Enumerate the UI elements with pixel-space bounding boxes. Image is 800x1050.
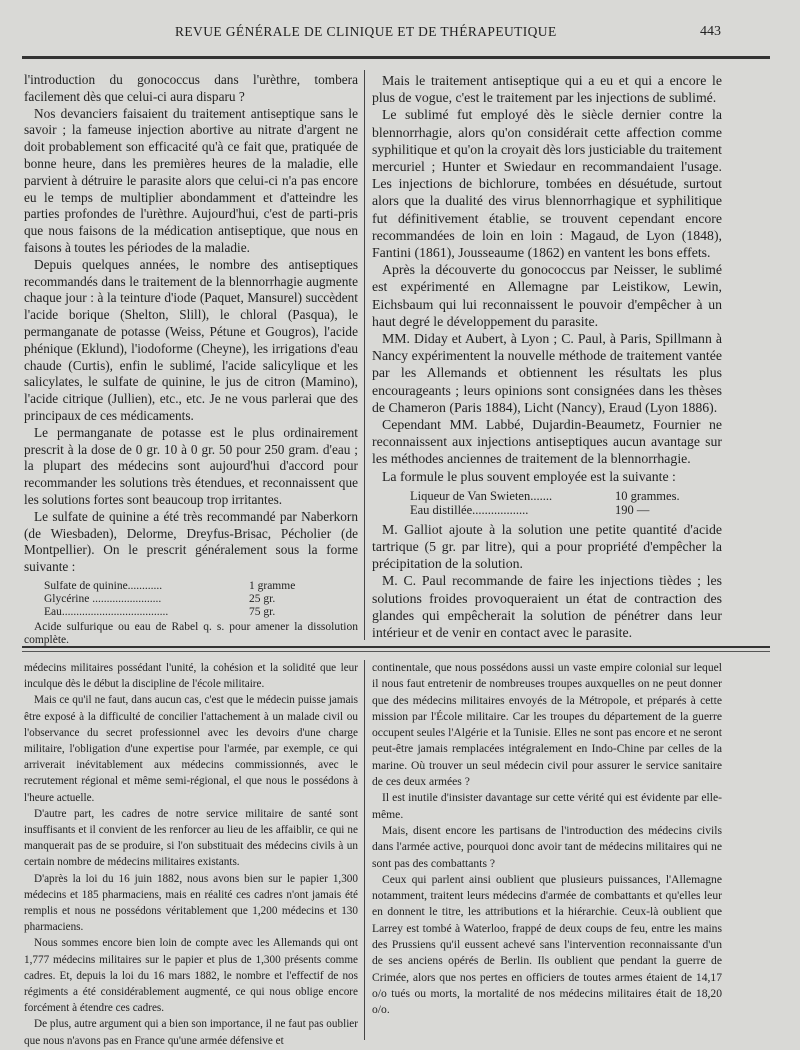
paragraph: Depuis quelques années, le nombre des antiseptiques recommandés dans le traitement de la blennorrhagie augmente chaque jour : à la teinture d'iode (Paquet, Mansurel) succèdent l'acide borique (Shelton, Slill), le chloral (Pasqua), le permanganate de potasse (Weiss, Pétune et Gougros), l'acide phénique (Eklund), l'iodoforme (Cheyne), les irrigations d'eau chaude (Curtis), enfin le sublimé, l'acide salicylique et les salicylates, le sulfate de quinine, le jus de citron (Mamino), l'acide citrique (Jullien), etc., etc. Je ne vous parlerai que des principaux de ces médicaments. xyxy=(24,256,358,423)
running-title: REVUE GÉNÉRALE DE CLINIQUE ET DE THÉRAPEUTIQUE xyxy=(175,24,557,39)
formula-row xyxy=(410,503,722,517)
top-right-column xyxy=(372,72,722,642)
formula-row xyxy=(410,489,722,503)
formula-dose: 10 grammes. xyxy=(615,488,680,503)
paragraph: l'introduction du gonococcus dans l'urèthre, tombera facilement dès que celui-ci aura disparu ? xyxy=(24,72,358,104)
paragraph: Il est inutile d'insister davantage sur cette vérité qui est évidente par elle-même. xyxy=(372,791,722,821)
paragraph: De plus, autre argument qui a bien son importance, il ne faut pas oublier que nous n'avons pas en France qu'une armée défensive et xyxy=(24,1018,358,1047)
paragraph: D'après la loi du 16 juin 1882, nous avons bien sur le papier 1,300 médecins et 185 pharmaciens, mais en réalité ces cadres n'ont jamais été remplis et nous ne possédons véritablement que 1,200 médecins et 130 pharmaciens. xyxy=(24,872,358,934)
formula-ingredient: Liqueur de Van Swieten....... xyxy=(410,488,553,503)
formula-row xyxy=(44,593,358,606)
formula-row xyxy=(44,606,358,619)
formula-ingredient: Eau..................................... xyxy=(44,605,169,618)
paragraph: médecins militaires possédant l'unité, la cohésion et la solidité que leur inculque dès le début la discipline de l'école militaire. xyxy=(24,662,358,691)
paragraph: Après la découverte du gonococcus par Neisser, le sublimé est expérimenté en Allemagne par Leistikow, Lewin, Eichsbaum qui lui reconnaissent le pouvoir d'empêcher à un haut degré le développement du parasite. xyxy=(372,262,722,329)
formula-row xyxy=(44,580,358,593)
paragraph: M. Galliot ajoute à la solution une petite quantité d'acide tartrique (5 gr. par litre), qui a pour propriété d'empêcher la précipitation de la solution. xyxy=(372,521,722,572)
formula-note: Acide sulfurique ou eau de Rabel q. s. pour amener la dissolution complète. xyxy=(24,620,358,646)
paragraph: Mais le traitement antiseptique qui a eu et qui a encore le plus de vogue, c'est le traitement par les injections de sublimé. xyxy=(372,73,722,106)
page-header xyxy=(0,24,800,46)
paragraph: Le permanganate de potasse est le plus ordinairement prescrit à la dose de 0 gr. 10 à 0 gr. 50 pour 250 gram. d'eau ; la plupart des médecins sont aujourd'hui d'accord pour recommander les solutions très étendues, et reconnaissent que les solutions fortes sont beaucoup trop irritantes. xyxy=(24,424,358,507)
column-divider xyxy=(364,660,365,1040)
formula-ingredient: Glycérine ........................ xyxy=(44,592,162,605)
formula-dose: 75 gr. xyxy=(249,605,276,618)
formula-dose: 25 gr. xyxy=(249,592,276,605)
bottom-left-column xyxy=(24,660,358,1047)
sublimate-formula xyxy=(410,489,722,517)
paragraph: Le sulfate de quinine a été très recommandé par Naberkorn (de Wiesbaden), Delorme, Dreyfus-Brisac, Pécholier (de Montpellier). On le prescrit généralement sous la forme suivante : xyxy=(24,508,358,575)
paragraph: Mais ce qu'il ne faut, dans aucun cas, c'est que le médecin puisse jamais être exposé à la difficulté de concilier l'attachement à un malade civil ou l'observance du secret professionnel avec les devoirs d'une charge militaire, l'obligation d'une expertise pour l'armée, par exemple, ce qui arriverait inévitablement aux médecins commissionnés, avec le recrutement régional et même semi-régional, el que nous le possédons à l'heure actuelle. xyxy=(24,694,358,804)
paragraph: Le sublimé fut employé dès le siècle dernier contre la blennorrhagie, alors qu'on considérait cette affection comme syphilitique et qu'on la croyait dès lors justiciable du traitement mercuriel ; Hunter et Swiedaur en recommandaient l'usage. Les injections de bichlorure, tombées en désuétude, surtout alors que la dualité des virus blennorrhagique et syphilitique fut définitivement établie, se trouvent cependant encore recommandées de loin en loin : Magaud, de Lyon (1848), Fantini (1861), Jousseaume (1862) en vantent les bons effets. xyxy=(372,107,723,261)
top-left-column xyxy=(24,72,358,646)
formula-dose: 190 — xyxy=(615,502,650,517)
paragraph: MM. Diday et Aubert, à Lyon ; C. Paul, à Paris, Spillmann à Nancy expérimentent la nouvelle méthode de traitement vantée par les Allemands et obtiennent les résultats les plus encourageants ; leurs opinions sont consignées dans les thèses de Chameron (Paris 1884), Licht (Nancy), Eraud (Lyon 1886). xyxy=(372,331,722,415)
page-number: 443 xyxy=(700,24,721,39)
paragraph: Nous sommes encore bien loin de compte avec les Allemands qui ont 1,777 médecins militaires sur le papier et plus de 1,300 présents comme cadres. Et, depuis la loi du 16 mars 1882, le nombre et l'effectif de nos régiments a été considérablement augmenté, ce qui nous oblige encore forcément à étendre ces cadres. xyxy=(24,937,358,1015)
paragraph: Mais, disent encore les partisans de l'introduction des médecins civils dans l'armée active, pourquoi donc avoir tant de médecins militaires qui ne sont pas des combattants ? xyxy=(372,823,722,870)
section-rule xyxy=(22,646,770,648)
paragraph: M. C. Paul recommande de faire les injections tièdes ; les solutions froides provoqueraient un état de contraction des glandes qui empêcherait la solution de pénétrer dans leur intérieur et de venir en contact avec le parasite. xyxy=(372,573,722,641)
bottom-right-column xyxy=(372,660,722,1040)
paragraph: Nos devanciers faisaient du traitement antiseptique sans le savoir ; la fameuse injection abortive au nitrate d'argent ne doit probablement son efficacité qu'à ce fait que, pratiquée de bonne heure, dans les premières heures de la maladie, elle parvient à détruire le parasite alors que celui-ci n'a pas encore eu le temps de multiplier abondamment et d'atteindre les parties profondes de l'urèthre. Aujourd'hui, c'est de parti-pris que nous faisons de la médication antiseptique, que nous en faisons à toutes les périodes de la maladie. xyxy=(24,105,358,255)
paragraph: Cependant MM. Labbé, Dujardin-Beaumetz, Fournier ne reconnaissent aux injections antiseptiques aucun avantage sur les méthodes anciennes de traitement de la blennorrhagie. xyxy=(372,417,722,467)
header-rule xyxy=(22,56,770,59)
paragraph: La formule le plus souvent employée est la suivante : xyxy=(382,468,676,484)
quinine-formula xyxy=(44,580,358,619)
paragraph: D'autre part, les cadres de notre service militaire de santé sont insuffisants et il convient de les renforcer au lieu de les affaiblir, ce qui ne manquerait pas de se produire, si l'on substituait des médecins civils à un certain nombre de médecins militaires existants. xyxy=(24,807,358,869)
section-rule-thin xyxy=(22,651,770,652)
formula-dose: 1 gramme xyxy=(249,579,296,592)
formula-ingredient: Sulfate de quinine............ xyxy=(44,579,163,592)
formula-ingredient: Eau distillée.................. xyxy=(410,502,529,517)
paragraph: Ceux qui parlent ainsi oublient que plusieurs puissances, l'Allemagne notamment, traitent leurs médecins d'armée de combattants et qu'elles leur en donnent le titre, les attributions et la hiérarchie. Ceux-là oublient que Larrey est tombé à Waterloo, frappé de deux coups de feu, entre les mains des Prussiens qu'il eussent achevé sans l'intervention reconnaissante d'un de ses anciens opérés de Berlin. Ils oublient que pendant la guerre de Crimée, alors que nos pertes en officiers de toutes armes étaient de 14,17 o/o tués ou morts, la mortalité de nos médecins militaires était de 18,20 o/o. xyxy=(372,872,722,1017)
paragraph: continentale, que nous possédons aussi un vaste empire colonial sur lequel il nous faut entretenir de nombreuses troupes auxquelles on ne peut donner que des médecins militaires envoyés de la Métropole, et préparés à cette mission par l'École militaire. Car les troupes du département de la guerre occupent seules l'Algérie et la Tunisie. Elles ne sont pas encore et ne seront peut-être jamais remplacées intégralement en Indo-Chine par celles de la marine. Où trouver un seul médecin civil pour assurer le service sanitaire de ces deux armées ? xyxy=(372,661,722,789)
column-divider xyxy=(364,70,365,640)
